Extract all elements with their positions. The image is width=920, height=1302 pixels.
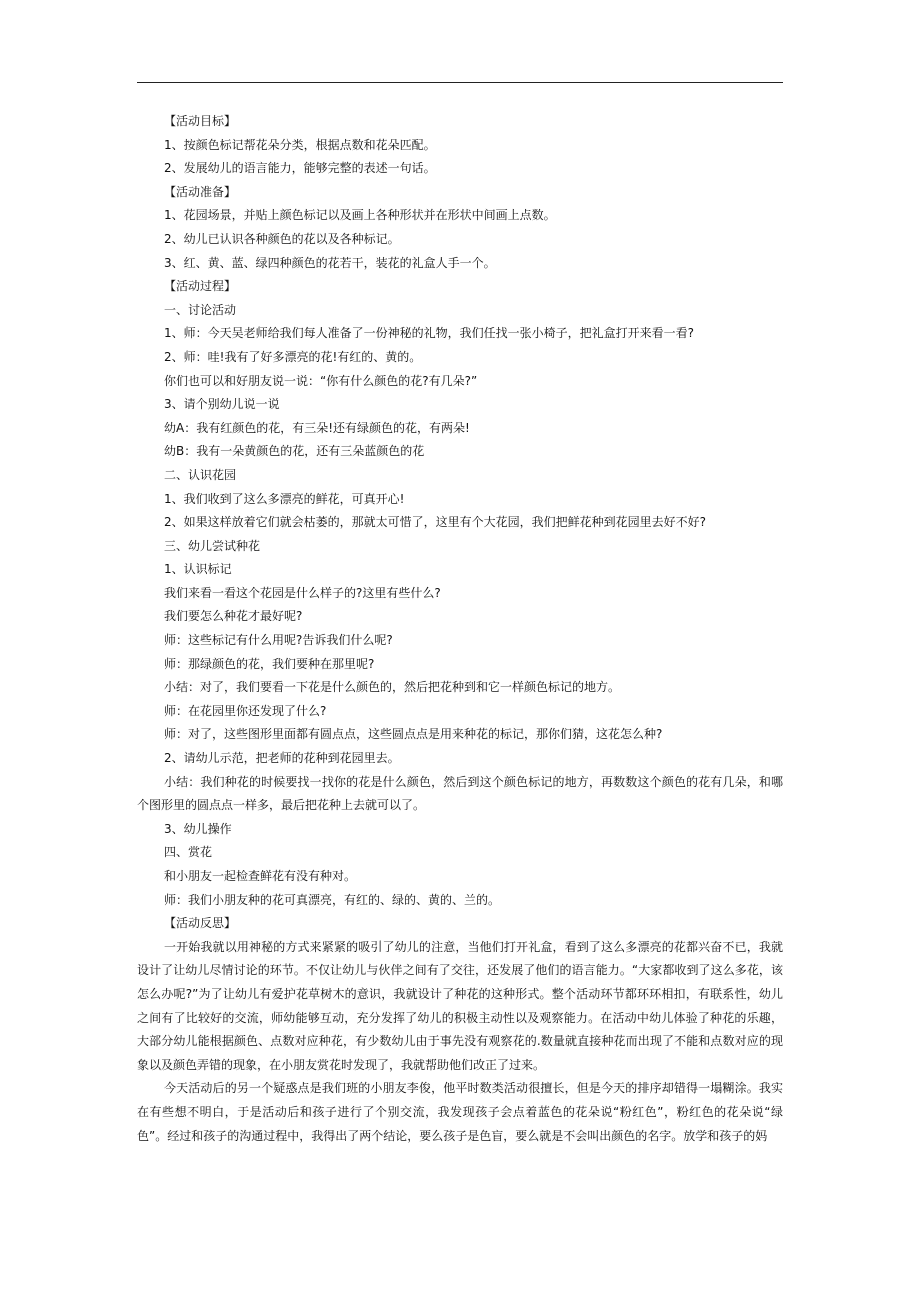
text-line: 2、请幼儿示范，把老师的花种到花园里去。 (164, 751, 400, 766)
text-line: 2、如果这样放着它们就会枯萎的，那就太可惜了，这里有个大花园，我们把鲜花种到花园里去好不好? (164, 515, 707, 530)
text-line: 1、师：今天吴老师给我们每人准备了一份神秘的礼物，我们任找一张小椅子，把礼盒打开来看一看? (164, 326, 695, 341)
reflection-paragraph: 今天活动后的另一个疑惑点是我们班的小朋友李俊，他平时数类活动很擅长，但是今天的排序却错得一塌糊涂。我实在有些想不明白，于是活动后和孩子进行了个别交流，我发现孩子会点着蓝色的花朵说“粉红色”，粉红色的花朵说“绿色”。经过和孩子的沟通过程中，我得出了两个结论，要么孩子是色盲，要么就是不会叫出颜色的名字。放学和孩子的妈 (137, 1081, 783, 1143)
subheading: 四、赏花 (164, 845, 213, 860)
text-line: 幼A：我有红颜色的花，有三朵!还有绿颜色的花，有两朵! (164, 420, 470, 435)
summary-paragraph: 小结：我们种花的时候要找一找你的花是什么颜色，然后到这个颜色标记的地方，再数数这个颜色的花有几朵，和哪个图形里的圆点点一样多，最后把花种上去就可以了。 (137, 774, 783, 813)
text-line: 1、按颜色标记帮花朵分类，根据点数和花朵匹配。 (164, 137, 436, 152)
text-line: 师：对了，这些图形里面都有圆点点，这些圆点点是用来种花的标记，那你们猜，这花怎么种? (164, 727, 663, 742)
text-line: 3、幼儿操作 (164, 821, 232, 836)
text-line: 师：那绿颜色的花，我们要种在那里呢? (164, 656, 375, 671)
text-line: 2、发展幼儿的语言能力，能够完整的表述一句话。 (164, 161, 436, 176)
subheading: 三、幼儿尝试种花 (164, 538, 261, 553)
document-body (137, 110, 783, 1148)
section-heading-preparation: 【活动准备】 (164, 184, 237, 199)
text-line: 师：我们小朋友种的花可真漂亮，有红的、绿的、黄的、兰的。 (164, 892, 501, 907)
section-heading-process: 【活动过程】 (164, 279, 237, 294)
text-line: 幼B：我有一朵黄颜色的花，还有三朵蓝颜色的花 (164, 444, 425, 459)
text-line: 师：这些标记有什么用呢?告诉我们什么呢? (164, 633, 393, 648)
text-line: 1、花园场景，并贴上颜色标记以及画上各种形状并在形状中间画上点数。 (164, 208, 556, 223)
text-line: 我们来看一看这个花园是什么样子的?这里有些什么? (164, 585, 441, 600)
text-line: 师：在花园里你还发现了什么? (164, 703, 327, 718)
text-line: 2、幼儿已认识各种颜色的花以及各种标记。 (164, 231, 400, 246)
text-line: 3、请个别幼儿说一说 (164, 397, 280, 412)
text-line: 1、认识标记 (164, 562, 232, 577)
text-line: 小结：对了，我们要看一下花是什么颜色的，然后把花种到和它一样颜色标记的地方。 (164, 680, 621, 695)
subheading: 一、讨论活动 (164, 302, 237, 317)
section-heading-goals: 【活动目标】 (164, 114, 237, 128)
text-line: 和小朋友一起检查鲜花有没有种对。 (164, 869, 357, 883)
text-line: 3、红、黄、蓝、绿四种颜色的花若干，装花的礼盒人手一个。 (164, 255, 496, 270)
text-line: 你们也可以和好朋友说一说：“你有什么颜色的花?有几朵?” (164, 373, 478, 388)
header-rule (137, 82, 783, 83)
section-heading-reflection: 【活动反思】 (164, 916, 237, 931)
text-line: 1、我们收到了这么多漂亮的鲜花，可真开心! (164, 491, 405, 506)
text-line: 我们要怎么种花才最好呢? (164, 609, 303, 624)
subheading: 二、认识花园 (164, 467, 237, 482)
reflection-paragraph: 一开始我就以用神秘的方式来紧紧的吸引了幼儿的注意，当他们打开礼盒，看到了这么多漂亮的花都兴奋不已，我就设计了让幼儿尽情讨论的环节。不仅让幼儿与伙伴之间有了交往，还发展了他们的语言能力。“大家都收到了这么多花，该怎么办呢?”为了让幼儿有爱护花草树木的意识，我就设计了种花的这种形式。整个活动环节都环环相扣，有联系性，幼儿之间有了比较好的交流，师幼能够互动，充分发挥了幼儿的积极主动性以及观察能力。在活动中幼儿体验了种花的乐趣，大部分幼儿能根据颜色、点数对应种花，有少数幼儿由于事先没有观察花的.数量就直接种花而出现了不能和点数对应的现象以及颜色弄错的现象，在小朋友赏花时发现了，我就帮助他们改正了过来。 (137, 939, 783, 1072)
text-line: 2、师：哇!我有了好多漂亮的花!有红的、黄的。 (164, 349, 422, 364)
